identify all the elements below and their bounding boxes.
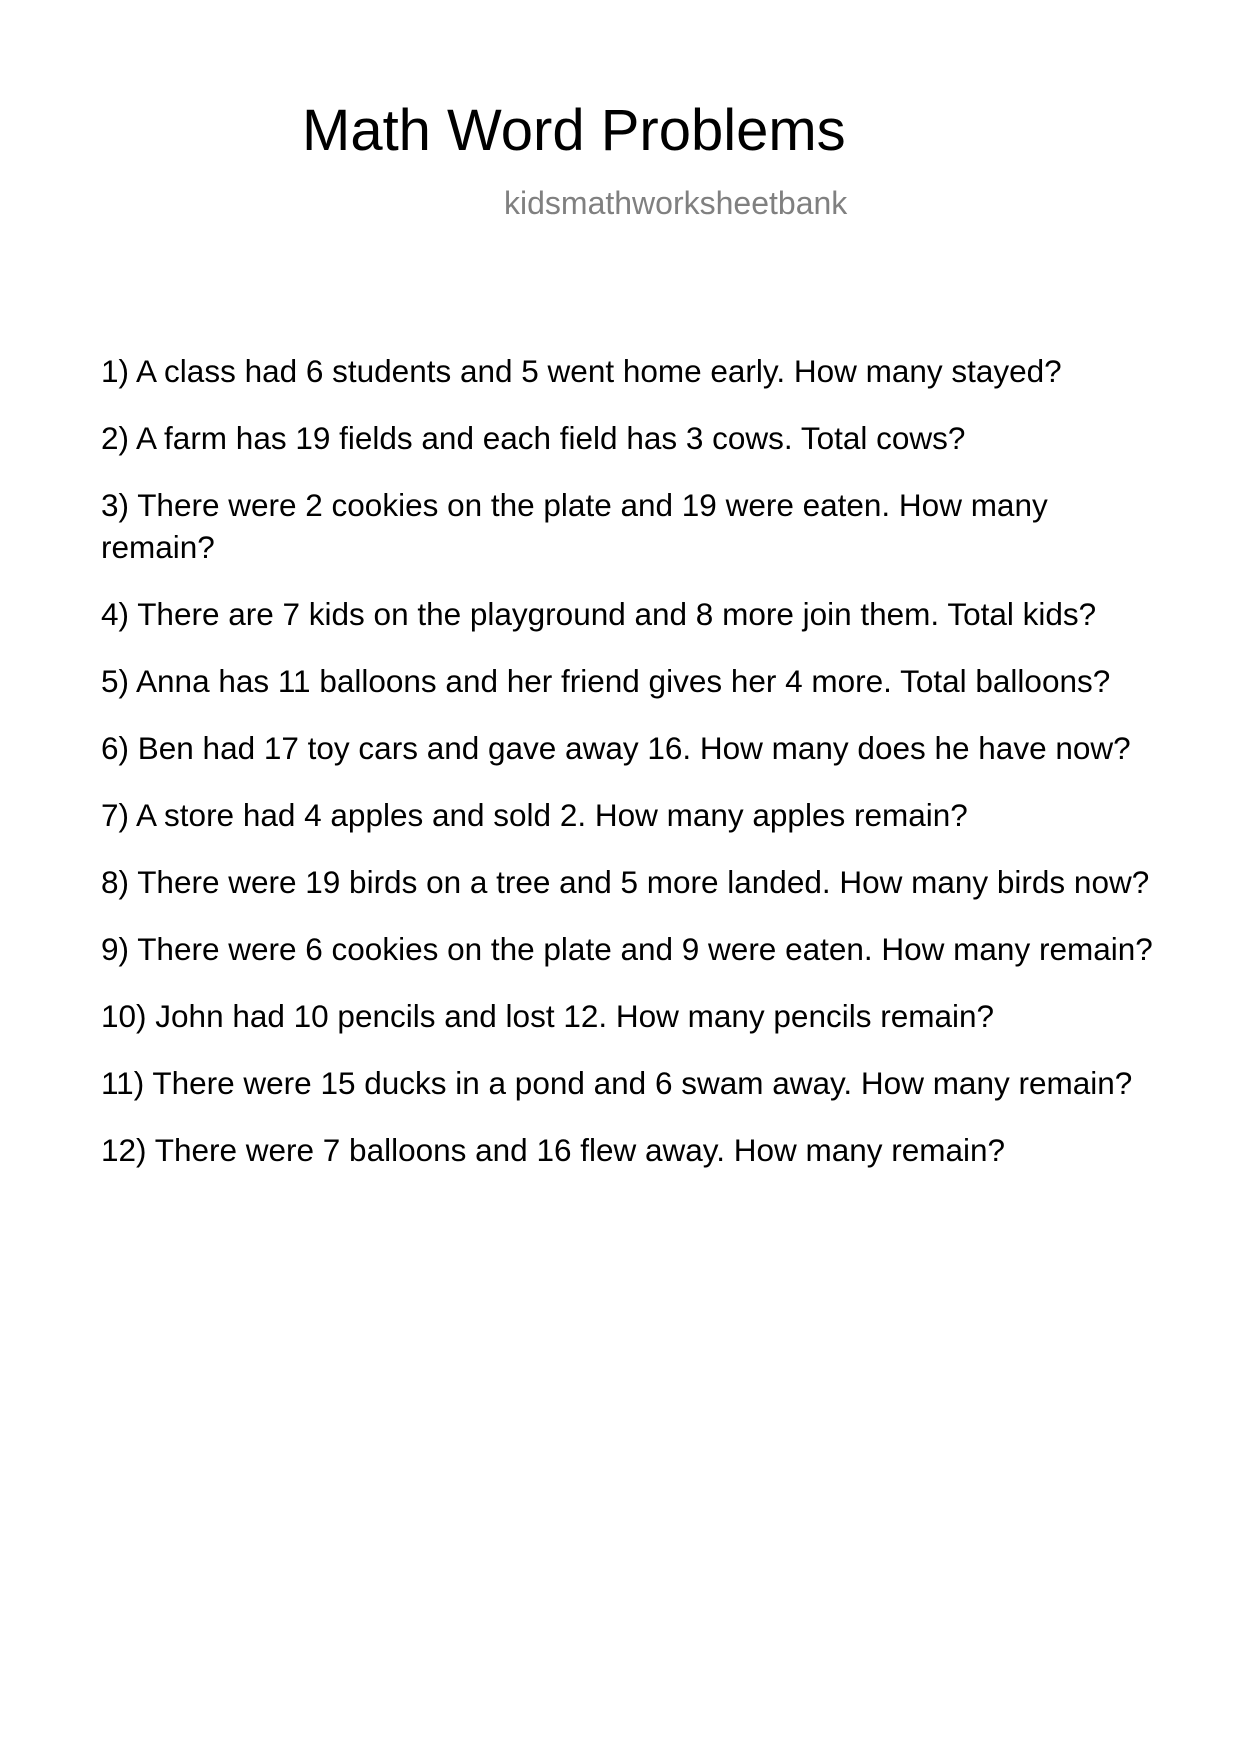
problem-item-7: 7) A store had 4 apples and sold 2. How many apples remain? — [101, 797, 968, 833]
problem-item-8: 8) There were 19 birds on a tree and 5 more landed. How many birds now? — [101, 864, 1150, 900]
problem-item-6: 6) Ben had 17 toy cars and gave away 16. How many does he have now? — [101, 730, 1131, 766]
problem-item-1: 1) A class had 6 students and 5 went home early. How many stayed? — [101, 353, 1062, 389]
problem-item-4: 4) There are 7 kids on the playground and 8 more join them. Total kids? — [101, 596, 1097, 632]
problem-item-11: 11) There were 15 ducks in a pond and 6 swam away. How many remain? — [101, 1065, 1133, 1101]
problem-item-5: 5) Anna has 11 balloons and her friend gives her 4 more. Total balloons? — [101, 663, 1111, 699]
problem-item-9: 9) There were 6 cookies on the plate and 9 were eaten. How many remain? — [101, 931, 1153, 967]
problem-item-2: 2) A farm has 19 fields and each field has 3 cows. Total cows? — [101, 420, 966, 456]
page-title: Math Word Problems — [302, 98, 846, 163]
site-watermark: kidsmathworksheetbank — [504, 185, 848, 221]
problem-list — [101, 350, 1161, 1196]
problem-item-10: 10) John had 10 pencils and lost 12. How many pencils remain? — [101, 998, 995, 1034]
problem-item-3: 3) There were 2 cookies on the plate and 19 were eaten. How many remain? — [101, 487, 1048, 565]
problem-item-12: 12) There were 7 balloons and 16 flew away. How many remain? — [101, 1132, 1006, 1168]
